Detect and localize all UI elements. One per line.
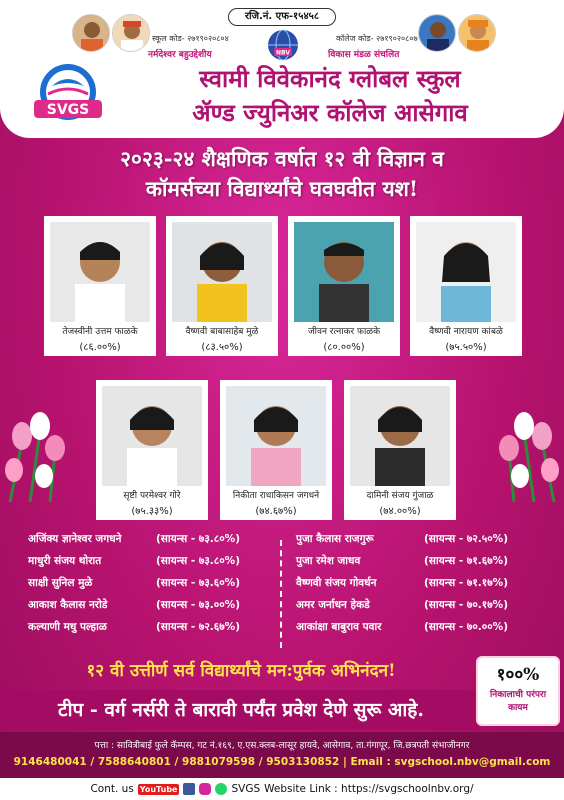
result-row xyxy=(28,576,288,598)
student-photo-icon xyxy=(226,386,326,486)
headline-line1: २०२३-२४ शैक्षणिक वर्षात १२ वी विज्ञान व xyxy=(120,146,444,171)
youtube-icon[interactable]: YouTube xyxy=(139,784,178,794)
student-card xyxy=(220,380,332,520)
student-name: सृष्टी परमेश्वर गोरे xyxy=(123,491,181,501)
student-percent: (८३.५०%) xyxy=(201,342,243,353)
student-name: वैष्णवी नारायण कांबळे xyxy=(429,327,503,337)
admission-note: टीप - वर्ग नर्सरी ते बारावी पर्यंत प्रवेश देणे सुरू आहे. xyxy=(58,699,424,721)
phone-email-text: 9146480041 / 7588640801 / 9881079598 / 9503130852 | Email : svgschool.nbv@gmail.com xyxy=(13,756,551,768)
result-score: (सायन्स - ७२.६७%) xyxy=(156,621,241,633)
tulip-flowers-left-icon xyxy=(0,392,80,502)
results-right-column xyxy=(296,532,556,642)
result-score: (सायन्स - ७३.८०%) xyxy=(156,533,241,545)
student-percent: (८६.००%) xyxy=(79,342,121,353)
portrait-2-icon xyxy=(112,14,150,52)
student-photo-icon xyxy=(172,222,272,322)
student-photo-icon xyxy=(294,222,394,322)
result-row xyxy=(296,554,556,576)
trust-name-left: नर्मदेश्वर बहुउद्देशीय xyxy=(148,50,212,60)
result-name: वैष्णवी संजय गोवर्धन xyxy=(296,577,377,589)
trust-name-right: विकास मंडळ संचलित xyxy=(328,50,400,60)
result-name: अजिंक्य ज्ञानेश्वर जगधने xyxy=(28,533,122,545)
result-row xyxy=(296,576,556,598)
portrait-1-icon xyxy=(72,14,110,52)
instagram-icon[interactable] xyxy=(199,783,211,795)
brand-name: SVGS xyxy=(231,783,261,795)
portrait-3-icon xyxy=(418,14,456,52)
whatsapp-icon[interactable] xyxy=(215,783,227,795)
result-row xyxy=(296,532,556,554)
result-name: साक्षी सुनिल मुळे xyxy=(28,577,93,589)
result-name: माधुरी संजय थोरात xyxy=(28,555,102,567)
student-photo-icon xyxy=(350,386,450,486)
headline xyxy=(0,144,564,204)
svgs-logo-icon xyxy=(28,60,108,130)
student-percent: (७५.३३%) xyxy=(131,506,173,517)
result-score: (सायन्स - ७०.१७%) xyxy=(424,599,509,611)
results-divider xyxy=(280,540,282,648)
result-score: (सायन्स - ७३.८०%) xyxy=(156,555,241,567)
result-row xyxy=(296,598,556,620)
student-percent: (७५.५०%) xyxy=(445,342,487,353)
student-card xyxy=(344,380,456,520)
result-score: (सायन्स - ७०.००%) xyxy=(424,621,509,633)
student-name: निकीता राधाकिसन जगधने xyxy=(232,491,320,501)
result-name: पुजा कैलास राजगुरू xyxy=(296,533,374,545)
facebook-icon[interactable] xyxy=(183,783,195,795)
results-left-column xyxy=(28,532,288,642)
badge-line2: कायम xyxy=(508,703,528,713)
student-card xyxy=(96,380,208,520)
student-photo-icon xyxy=(102,386,202,486)
student-card xyxy=(44,216,156,356)
nbv-globe-logo-icon xyxy=(266,28,300,62)
result-row xyxy=(28,554,288,576)
student-photo-icon xyxy=(50,222,150,322)
student-name: जीवन रत्नाकर फाळके xyxy=(307,327,381,337)
student-percent: (७४.००%) xyxy=(379,506,421,517)
result-score: (सायन्स - ७३.६०%) xyxy=(156,577,241,589)
school-title-line1: स्वामी विवेकानंद ग्लोबल स्कुल xyxy=(199,64,461,93)
congratulations-banner: १२ वी उत्तीर्ण सर्व विद्यार्थ्यांचे मन:पुर्वक अभिनंदन! xyxy=(86,661,396,681)
footer xyxy=(0,778,564,800)
student-photo-icon xyxy=(416,222,516,322)
result-name: अमर जर्नाधन हेकडे xyxy=(296,599,370,611)
result-name: पुजा रमेश जाधव xyxy=(296,555,361,567)
results-list xyxy=(8,532,556,652)
result-score: (सायन्स - ७१.६७%) xyxy=(424,555,509,567)
address-text: पत्ता : सावित्रीबाई फुले कॅम्पस, गट नं.१६९, ए.एस.क्लब-लासूर हायवे, आसेगाव, ता.गंगापूर, जि.छत्रपती संभाजीनगर xyxy=(94,741,470,751)
badge-line1: निकालाची परंपरा xyxy=(489,690,547,700)
student-name: तेजस्वीनी उत्तम फाळके xyxy=(62,327,138,337)
result-row xyxy=(28,532,288,554)
student-name: वैष्णवी बाबासाहेब मुळे xyxy=(185,327,259,337)
student-percent: (७४.६७%) xyxy=(255,506,297,517)
student-card xyxy=(166,216,278,356)
result-name: कल्याणी मधु पल्हाळ xyxy=(28,621,107,633)
result-row xyxy=(28,598,288,620)
nbv-logo-text: NBV xyxy=(276,49,290,57)
header xyxy=(0,0,564,138)
school-title-line2: ॲण्ड ज्युनिअर कॉलेज आसेगाव xyxy=(192,98,468,127)
website-link[interactable]: Website Link : https://svgschoolnbv.org/ xyxy=(264,783,474,795)
headline-line2: कॉमर्सच्या विद्यार्थ्यांचे घवघवीत यश! xyxy=(145,176,419,201)
result-name: आकांक्षा बाबुराव पवार xyxy=(296,621,382,633)
result-badge xyxy=(476,656,560,726)
student-percent: (८०.००%) xyxy=(323,342,365,353)
contact-label: Cont. us xyxy=(90,783,134,795)
student-card xyxy=(410,216,522,356)
registration-number: रजि.नं. एफ-१५४५८ xyxy=(228,8,336,26)
result-row xyxy=(28,620,288,642)
result-score: (सायन्स - ७१.१७%) xyxy=(424,577,509,589)
badge-percent: १००% xyxy=(496,665,540,685)
result-row xyxy=(296,620,556,642)
tulip-flowers-right-icon xyxy=(484,392,564,502)
portrait-4-icon xyxy=(458,14,496,52)
school-code: स्कूल कोड- २७१९०२०८०४ xyxy=(152,34,229,43)
result-name: आकाश कैलास नरोडे xyxy=(28,599,108,611)
student-card xyxy=(288,216,400,356)
result-score: (सायन्स - ७२.५०%) xyxy=(424,533,509,545)
result-score: (सायन्स - ७३.००%) xyxy=(156,599,241,611)
college-code: कॉलेज कोड- २७१९०२०८०७ xyxy=(336,34,418,43)
student-name: दामिनी संजय गुंजाळ xyxy=(366,491,434,501)
svgs-logo-text: SVGS xyxy=(46,102,90,118)
